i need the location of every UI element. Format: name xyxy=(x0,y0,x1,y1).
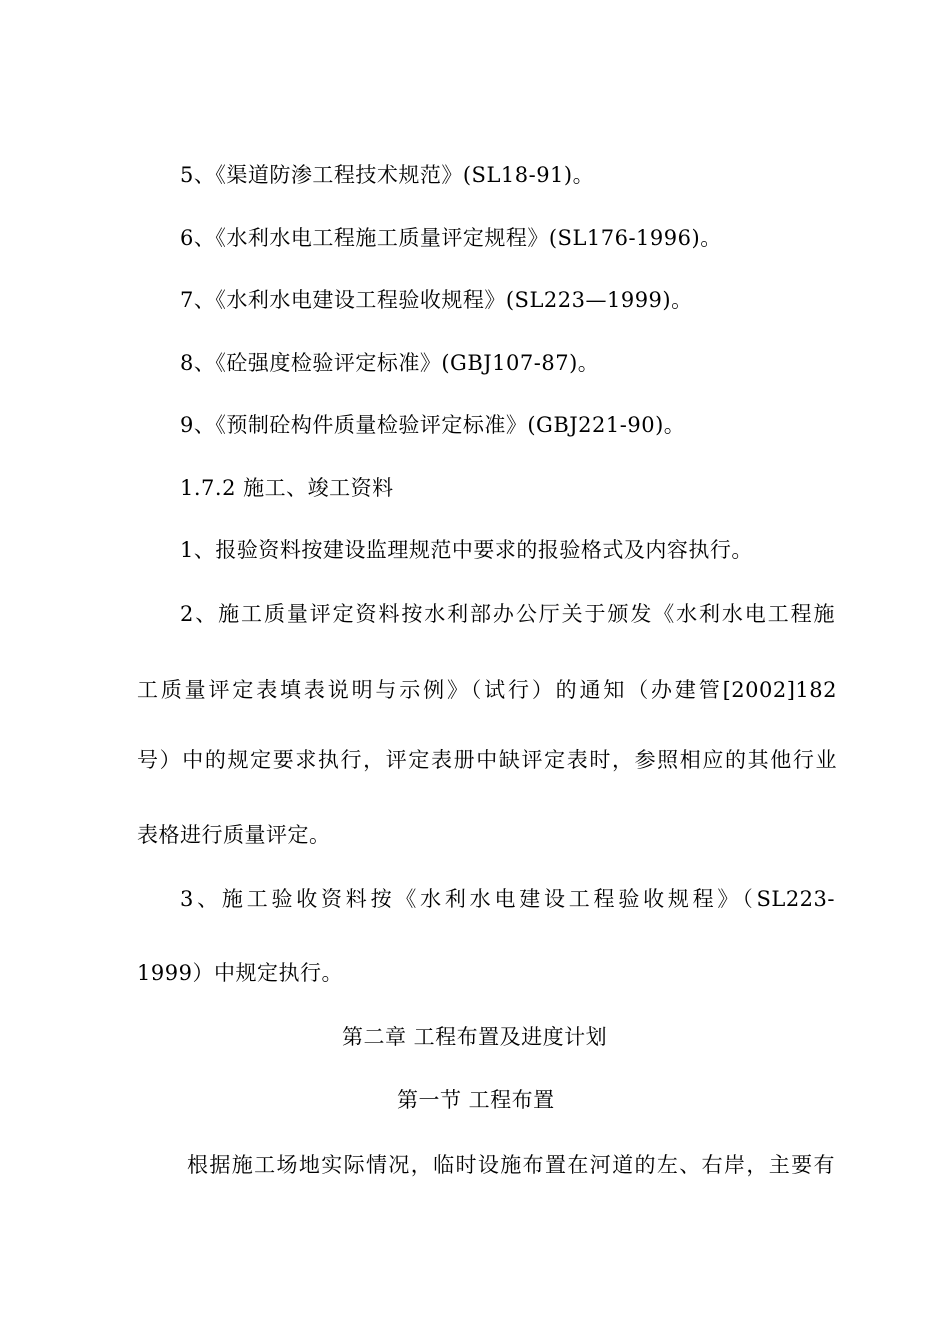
paragraph-item-2-line-3: 号）中的规定要求执行，评定表册中缺评定表时，参照相应的其他行业 xyxy=(137,748,837,772)
reference-item-7: 7、《水利水电建设工程验收规程》(SL223—1999)。 xyxy=(180,288,693,312)
paragraph-item-2-line-1: 2、施工质量评定资料按水利部办公厅关于颁发《水利水电工程施 xyxy=(180,602,835,626)
paragraph-item-1: 1、报验资料按建设监理规范中要求的报验格式及内容执行。 xyxy=(180,538,753,562)
reference-item-5: 5、《渠道防渗工程技术规范》(SL18-91)。 xyxy=(180,163,595,187)
reference-item-6: 6、《水利水电工程施工质量评定规程》(SL176-1996)。 xyxy=(180,226,722,250)
paragraph-item-2-line-2: 工质量评定表填表说明与示例》（试行）的通知（办建管[2002]182 xyxy=(137,678,837,702)
reference-item-8: 8、《砼强度检验评定标准》(GBJ107-87)。 xyxy=(180,351,600,375)
paragraph-body: 根据施工场地实际情况，临时设施布置在河道的左、右岸，主要有 xyxy=(187,1153,835,1177)
paragraph-item-2-line-4: 表格进行质量评定。 xyxy=(137,823,331,847)
paragraph-item-3-line-1: 3、施工验收资料按《水利水电建设工程验收规程》（SL223- xyxy=(180,887,835,911)
section-title: 第一节 工程布置 xyxy=(397,1088,555,1112)
section-heading: 1.7.2 施工、竣工资料 xyxy=(180,476,394,500)
chapter-title: 第二章 工程布置及进度计划 xyxy=(342,1025,608,1049)
reference-item-9: 9、《预制砼构件质量检验评定标准》(GBJ221-90)。 xyxy=(180,413,686,437)
paragraph-item-3-line-2: 1999）中规定执行。 xyxy=(137,961,343,985)
